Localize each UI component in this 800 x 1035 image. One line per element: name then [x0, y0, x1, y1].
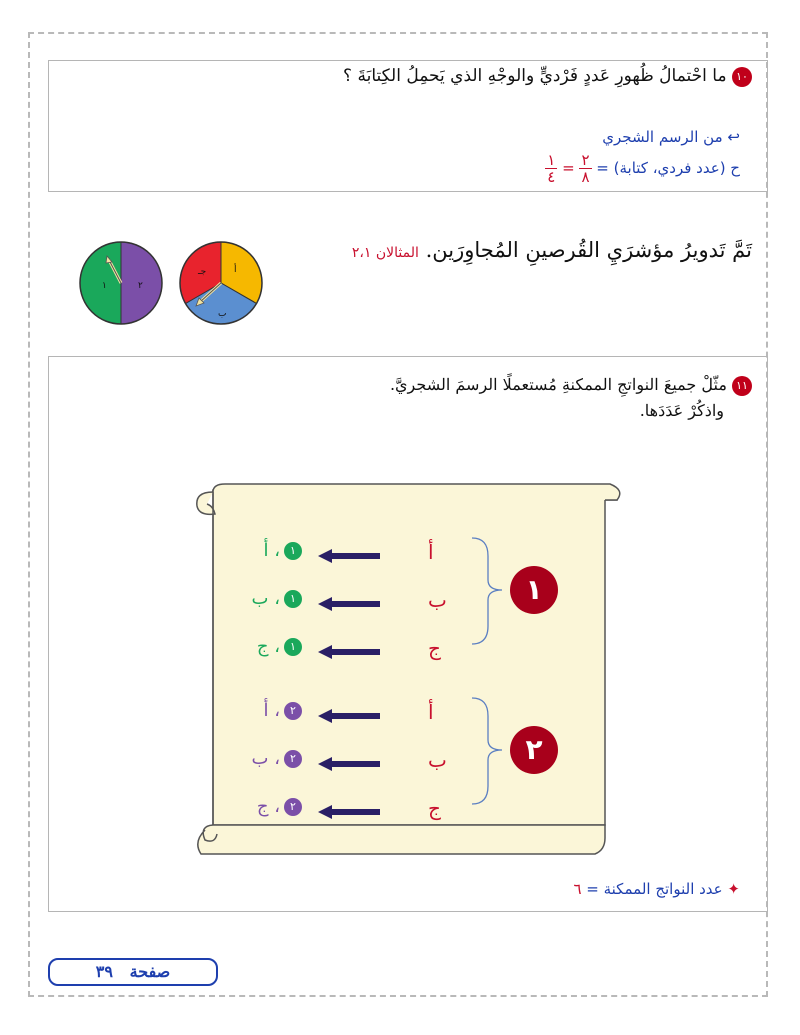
total-text: عدد النواتج الممكنة = [586, 880, 723, 898]
tree-outcome [263, 540, 306, 561]
tree-branch-letter: ج [428, 636, 441, 660]
question-11-number: ١١ [732, 376, 752, 396]
answer-intro [602, 128, 740, 146]
fraction-1-4-num: ١ [547, 151, 556, 169]
tree-outcome [252, 748, 306, 769]
spinner-right-label-a: أ [234, 265, 237, 275]
left-arrow-icon [318, 756, 382, 772]
question-11-text [112, 372, 752, 424]
fraction-2-8-den: ٨ [581, 168, 590, 186]
outcome-number-badge: ١ [284, 590, 302, 608]
total-value: ٦ [573, 880, 582, 898]
outcome-number-badge: ٢ [284, 798, 302, 816]
tree-brace-2 [470, 696, 510, 806]
question-10-number: ١٠ [732, 67, 752, 87]
outcome-letter: ب [251, 748, 269, 769]
tree-branch-letter: أ [428, 540, 434, 564]
outcome-separator: ، [268, 588, 280, 609]
diamond-bullet-icon: ✦ [727, 880, 740, 898]
outcome-separator: ، [268, 748, 280, 769]
outcome-separator: ، [268, 540, 280, 561]
total-outcomes [573, 880, 740, 898]
page-word: صفحة [129, 962, 171, 981]
arrow-bullet-icon: ↩ [727, 128, 740, 146]
outcome-number-badge: ١ [284, 638, 302, 656]
section-heading [352, 238, 752, 262]
outcome-number-badge: ١ [284, 542, 302, 560]
spinner-right-label-c: جـ [198, 267, 207, 277]
answer-expr-text: ح (عدد فردي، كتابة) = [596, 159, 740, 177]
left-arrow-icon [318, 548, 382, 564]
spinner-left-label-2: ٢ [138, 281, 143, 291]
answer-intro-text: من الرسم الشجري [602, 128, 723, 146]
page-number: ٣٩ [95, 962, 113, 981]
fraction-2-8-num: ٢ [581, 151, 590, 169]
outcome-letter: ج [256, 796, 269, 817]
outcome-separator: ، [268, 636, 280, 657]
scroll-background [185, 470, 625, 865]
section-title: تَمَّ تَدويرُ مؤشرَيِ القُرصينِ المُجاوِرَين. [425, 238, 752, 262]
outcome-letter: أ [263, 540, 269, 561]
outcome-number-badge: ٢ [284, 750, 302, 768]
tree-outcome [252, 588, 306, 609]
spinner-right [178, 240, 264, 326]
equals-sign: = [562, 159, 575, 177]
spinner-left-label-1: ١ [102, 281, 107, 291]
answer-expression [545, 152, 740, 185]
outcome-separator: ، [268, 796, 280, 817]
tree-brace-1 [470, 536, 510, 646]
spinner-right-label-b: ب [218, 309, 227, 319]
fraction-1-4 [545, 152, 557, 185]
spinner-left [78, 240, 164, 326]
tree-branch-letter: ب [428, 588, 447, 612]
question-11-line-2: واذكُرْ عَدَدَها. [639, 401, 724, 420]
left-arrow-icon [318, 708, 382, 724]
section-ref: المثالان ٢،١ [351, 245, 419, 261]
outcome-letter: ج [256, 636, 269, 657]
outcome-letter: ب [251, 588, 269, 609]
tree-root-1: ١ [510, 566, 558, 614]
outcome-letter: أ [263, 700, 269, 721]
fraction-1-4-den: ٤ [547, 168, 556, 186]
tree-branch-letter: ب [428, 748, 447, 772]
left-arrow-icon [318, 644, 382, 660]
tree-root-2: ٢ [510, 726, 558, 774]
page-number-label [48, 958, 218, 986]
tree-branch-letter: ج [428, 796, 441, 820]
left-arrow-icon [318, 596, 382, 612]
tree-branch-letter: أ [428, 700, 434, 724]
spinner-left-sector-1 [80, 242, 121, 324]
tree-outcome [263, 700, 306, 721]
left-arrow-icon [318, 804, 382, 820]
fraction-2-8 [579, 152, 591, 185]
tree-outcome [257, 636, 306, 657]
outcome-separator: ، [268, 700, 280, 721]
outcome-number-badge: ٢ [284, 702, 302, 720]
question-10-prompt: ما احْتمالُ ظُهورِ عَددٍ فَرْديٍّ والوجْهِ الذي يَحمِلُ الكِتابَةَ ؟ [343, 66, 727, 86]
question-11-line-1: مثّلْ جميعَ النواتجِ الممكنةِ مُستعملًا الرسمَ الشجريَّ. [389, 375, 727, 394]
question-10-text [112, 66, 752, 87]
tree-outcome [257, 796, 306, 817]
